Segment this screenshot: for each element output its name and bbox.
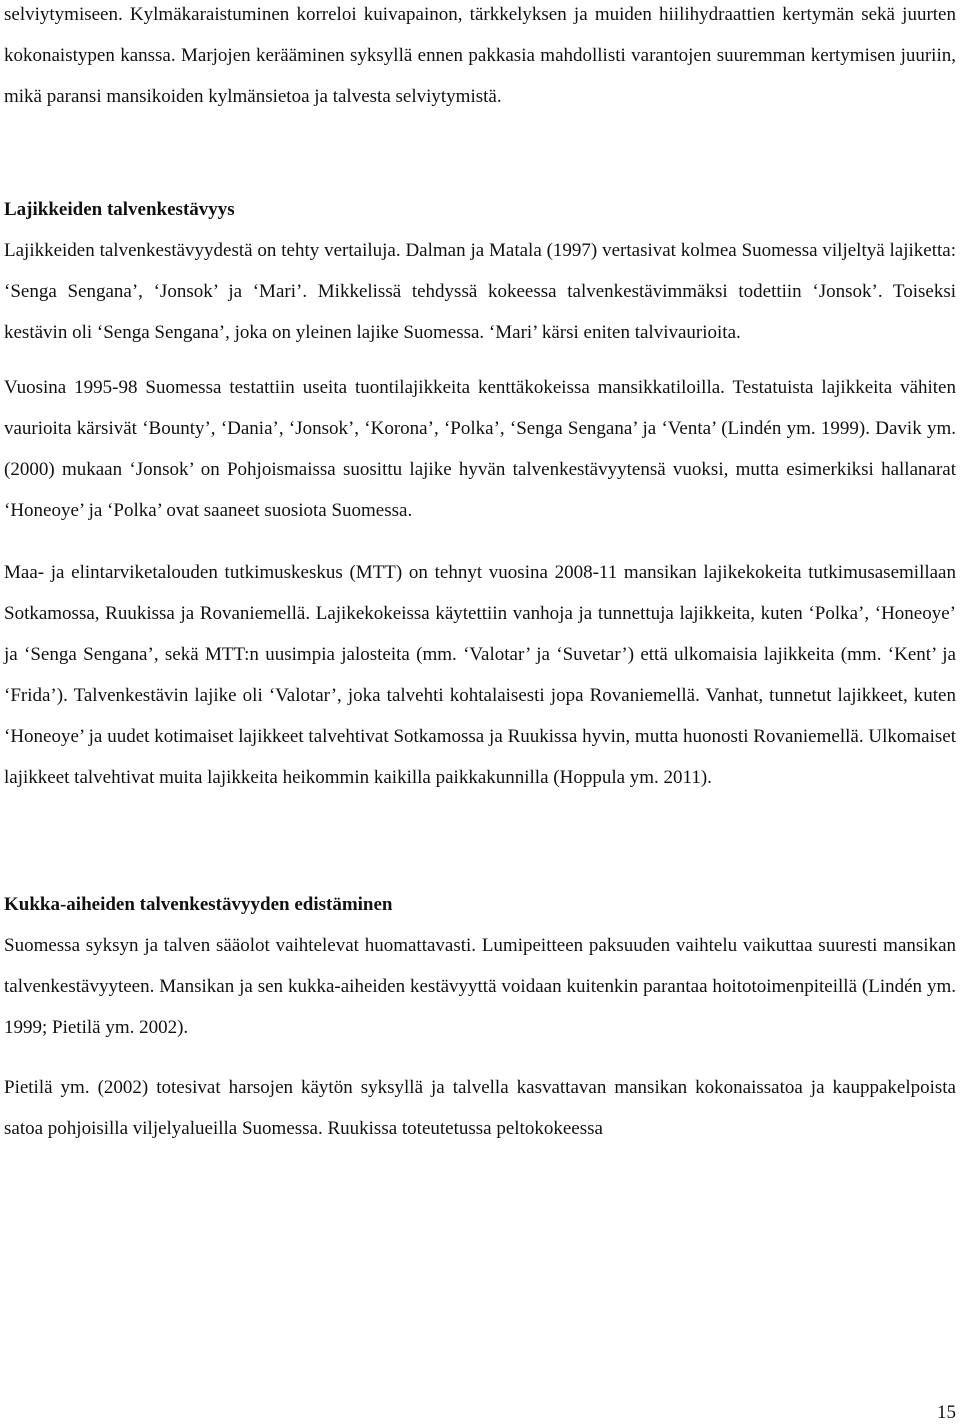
heading-variety-winter-hardiness: Lajikkeiden talvenkestävyys bbox=[4, 199, 235, 220]
heading-flower-bud-hardiness: Kukka-aiheiden talvenkestävyyden edistäminen bbox=[4, 894, 393, 915]
document-page bbox=[4, 0, 956, 1149]
paragraph-weather-conditions: Suomessa syksyn ja talven sääolot vaihtelevat huomattavasti. Lumipeitteen paksuuden vaihtelu vaikuttaa suuresti mansikan talvenkestävyyteen. Mansikan ja sen kukka-aiheiden kestävyyttä voidaan kuitenkin parantaa hoitotoimenpiteillä (Lindén ym. 1999; Pietilä ym. 2002). bbox=[4, 935, 956, 1038]
paragraph-variety-comparison: Lajikkeiden talvenkestävyydestä on tehty vertailuja. Dalman ja Matala (1997) vertasivat kolmea Suomessa viljeltyä lajiketta: ‘Senga Sengana’, ‘Jonsok’ ja ‘Mari’. Mikkelissä tehdyssä kokeessa talvenkestävimmäksi todettiin ‘Jonsok’. Toiseksi kestävin oli ‘Senga Sengana’, joka on yleinen lajike Suomessa. ‘Mari’ kärsi eniten talvivaurioita. bbox=[4, 240, 956, 343]
paragraph-imported-varieties: Vuosina 1995-98 Suomessa testattiin useita tuontilajikkeita kenttäkokeissa mansikkatiloilla. Testatuista lajikkeita vähiten vaurioita kärsivät ‘Bounty’, ‘Dania’, ‘Jonsok’, ‘Korona’, ‘Polka’, ‘Senga Sengana’ ja ‘Venta’ (Lindén ym. 1999). Davik ym. (2000) mukaan ‘Jonsok’ on Pohjoismaissa suosittu lajike hyvän talvenkestävyytensä vuoksi, mutta esimerkiksi hallanarat ‘Honeoye’ ja ‘Polka’ ovat saaneet suosiota Suomessa. bbox=[4, 377, 956, 521]
page-number: 15 bbox=[937, 1402, 956, 1423]
paragraph-cold-hardening: selviytymiseen. Kylmäkaraistuminen korreloi kuivapainon, tärkkelyksen ja muiden hiilihydraattien kertymän sekä juurten kokonaistypen kanssa. Marjojen kerääminen syksyllä ennen pakkasia mahdollisti varantojen suuremman kertymisen juuriin, mikä paransi mansikoiden kylmänsietoa ja talvesta selviytymistä. bbox=[4, 4, 956, 107]
paragraph-mtt-trials: Maa- ja elintarviketalouden tutkimuskeskus (MTT) on tehnyt vuosina 2008-11 mansikan lajikekokeita tutkimusasemillaan Sotkamossa, Ruukissa ja Rovaniemellä. Lajikekokeissa käytettiin vanhoja ja tunnettuja lajikkeita, kuten ‘Polka’, ‘Honeoye’ ja ‘Senga Sengana’, sekä MTT:n uusimpia jalosteita (mm. ‘Valotar’ ja ‘Suvetar’) että ulkomaisia lajikkeita (mm. ‘Kent’ ja ‘Frida’). Talvenkestävin lajike oli ‘Valotar’, joka talvehti kohtalaisesti jopa Rovaniemellä. Vanhat, tunnetut lajikkeet, kuten ‘Honeoye’ ja uudet kotimaiset lajikkeet talvehtivat Sotkamossa ja Ruukissa hyvin, mutta huonosti Rovaniemellä. Ulkomaiset lajikkeet talvehtivat muita lajikkeita heikommin kaikilla paikkakunnilla (Hoppula ym. 2011). bbox=[4, 562, 956, 788]
paragraph-fleece-covers: Pietilä ym. (2002) totesivat harsojen käytön syksyllä ja talvella kasvattavan mansikan kokonaissatoa ja kauppakelpoista satoa pohjoisilla viljelyalueilla Suomessa. Ruukissa toteutetussa peltokokeessa bbox=[4, 1077, 956, 1139]
